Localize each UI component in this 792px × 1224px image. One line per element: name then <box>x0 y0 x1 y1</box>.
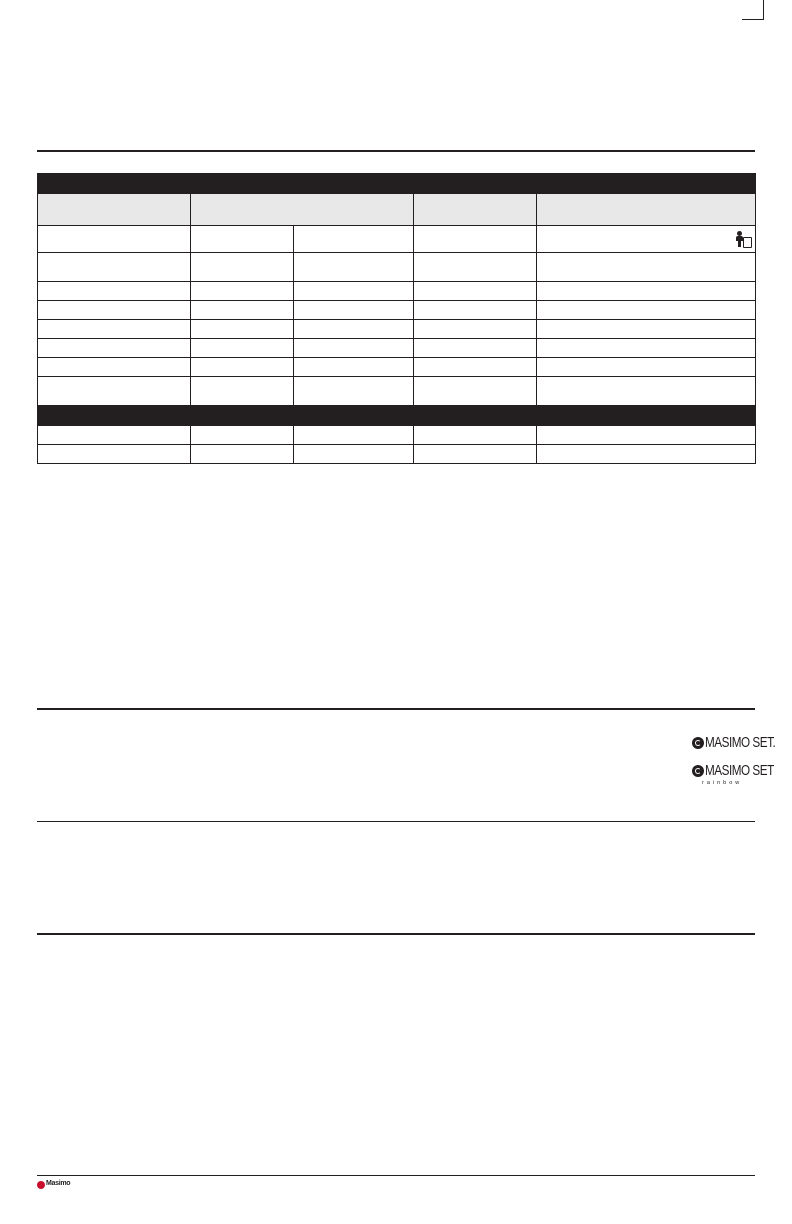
table-cell <box>414 377 537 406</box>
table-row <box>38 377 756 406</box>
table-cell <box>537 358 756 377</box>
column-header <box>191 194 414 226</box>
table-cell <box>537 377 756 406</box>
table-cell <box>191 358 294 377</box>
table-cell <box>191 301 294 320</box>
table-cell <box>294 301 414 320</box>
table-cell <box>38 377 191 406</box>
table-section-band <box>38 406 756 426</box>
section-rule-lower <box>37 821 755 822</box>
table-cell <box>537 282 756 301</box>
table-cell <box>414 253 537 282</box>
table-cell <box>294 445 414 464</box>
table-row <box>38 358 756 377</box>
table-cell <box>414 282 537 301</box>
masimo-set-rainbow-logo-text: MASIMO SET <box>705 762 774 779</box>
table-row <box>38 253 756 282</box>
table-cell <box>537 320 756 339</box>
table-cell <box>294 320 414 339</box>
table-row <box>38 282 756 301</box>
table-cell <box>191 377 294 406</box>
table-cell <box>537 253 756 282</box>
table-row <box>38 226 756 253</box>
section-rule-top <box>37 150 755 152</box>
person-with-document-icon <box>734 231 752 248</box>
specification-table <box>37 173 756 464</box>
table-cell <box>38 301 191 320</box>
table-cell <box>294 282 414 301</box>
table-cell <box>414 445 537 464</box>
masimo-mark-icon <box>692 765 704 777</box>
masimo-set-logo <box>692 734 776 758</box>
table-cell <box>191 339 294 358</box>
table-cell <box>414 339 537 358</box>
column-header <box>537 194 756 226</box>
column-header <box>38 194 191 226</box>
column-header <box>414 194 537 226</box>
masimo-footer-mark-icon <box>37 1181 45 1189</box>
table-cell <box>537 301 756 320</box>
crop-mark-vertical <box>763 0 764 20</box>
table-cell <box>38 358 191 377</box>
table-cell <box>38 226 191 253</box>
table-row <box>38 426 756 445</box>
table-section-title-cell <box>38 406 756 426</box>
table-cell <box>294 339 414 358</box>
table-row <box>38 339 756 358</box>
table-cell <box>537 426 756 445</box>
table-cell <box>537 445 756 464</box>
table-row <box>38 320 756 339</box>
masimo-set-logo-text: MASIMO SET. <box>705 734 776 751</box>
table-cell <box>294 377 414 406</box>
table-row <box>38 445 756 464</box>
table-cell <box>38 320 191 339</box>
table-title-cell <box>38 174 756 194</box>
footer-rule <box>37 1175 755 1176</box>
footer-logo-text: Masimo <box>46 1180 71 1187</box>
table-cell <box>191 226 294 253</box>
table-cell <box>537 339 756 358</box>
table-cell <box>537 226 756 253</box>
table-cell <box>414 426 537 445</box>
table-cell <box>191 253 294 282</box>
table-cell <box>38 445 191 464</box>
section-rule-middle <box>37 708 755 710</box>
table-cell <box>414 301 537 320</box>
table-cell <box>294 426 414 445</box>
table-cell <box>414 226 537 253</box>
table-cell <box>294 226 414 253</box>
table-cell <box>191 320 294 339</box>
table-cell <box>38 282 191 301</box>
table-cell <box>414 358 537 377</box>
table-cell <box>38 253 191 282</box>
table-column-header-row <box>38 194 756 226</box>
table-cell <box>38 339 191 358</box>
table-cell <box>294 358 414 377</box>
crop-mark-horizontal <box>742 19 764 20</box>
table-row <box>38 301 756 320</box>
table-cell <box>191 445 294 464</box>
table-cell <box>191 426 294 445</box>
table-header-band <box>38 174 756 194</box>
masimo-mark-icon <box>692 737 704 749</box>
table-cell <box>191 282 294 301</box>
section-rule-bottom <box>37 933 755 935</box>
table-cell <box>38 426 191 445</box>
table-cell <box>414 320 537 339</box>
table-cell <box>294 253 414 282</box>
rainbow-subtitle: rainbow <box>702 780 743 786</box>
masimo-set-rainbow-logo <box>692 762 774 792</box>
